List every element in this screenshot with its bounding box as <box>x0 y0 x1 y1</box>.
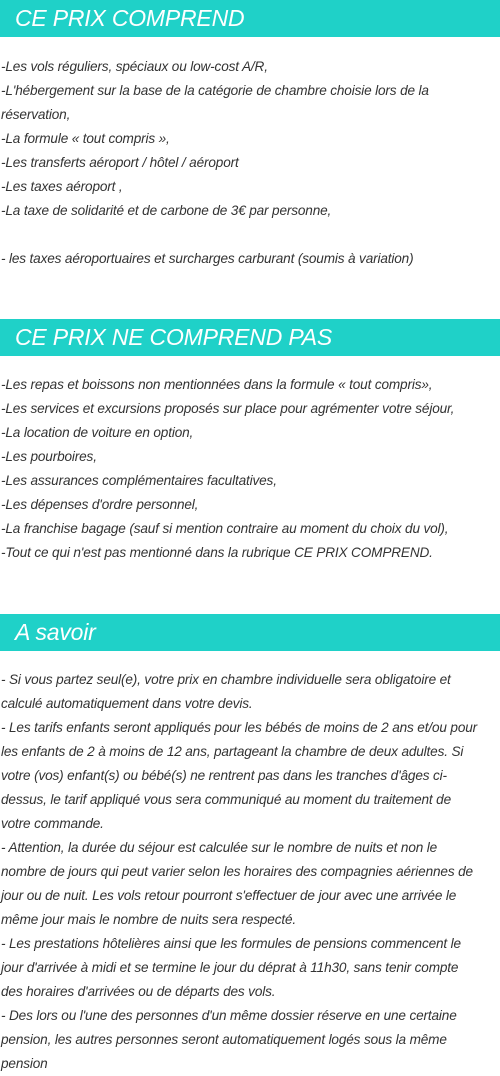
excludes-section <box>0 319 500 565</box>
info-line: - Si vous partez seul(e), votre prix en chambre individuelle sera obligatoire et <box>1 672 451 687</box>
info-line: - Attention, la durée du séjour est calculée sur le nombre de nuits et non le <box>1 840 438 855</box>
includes-item: -Les taxes aéroport , <box>1 179 123 194</box>
includes-item: réservation, <box>1 107 71 122</box>
excludes-item: -La franchise bagage (sauf si mention contraire au moment du choix du vol), <box>1 521 449 536</box>
excludes-item: -Les dépenses d'ordre personnel, <box>1 497 199 512</box>
info-line: - Des lors ou l'une des personnes d'un même dossier réserve en une certaine <box>1 1008 457 1023</box>
includes-item: -L'hébergement sur la base de la catégorie de chambre choisie lors de la <box>1 83 429 98</box>
excludes-list <box>0 373 500 565</box>
includes-heading: CE PRIX COMPREND <box>0 0 500 37</box>
blank-line <box>1 223 499 247</box>
info-line: jour d'arrivée à midi et se termine le jour du déprat à 11h30, sans tenir compte <box>1 960 459 975</box>
excludes-item: -Les assurances complémentaires facultatives, <box>1 473 277 488</box>
info-line: pension, les autres personnes seront automatiquement logés sous la même <box>1 1032 447 1047</box>
info-line: - Les prestations hôtelières ainsi que les formules de pensions commencent le <box>1 936 461 951</box>
includes-item: -La taxe de solidarité et de carbone de 3€ par personne, <box>1 203 332 218</box>
info-line: votre commande. <box>1 816 104 831</box>
includes-item: -Les vols réguliers, spéciaux ou low-cost A/R, <box>1 59 268 74</box>
info-line: pension <box>1 1056 48 1071</box>
info-heading: A savoir <box>0 614 500 651</box>
info-line: des horaires d'arrivées ou de départs des vols. <box>1 984 276 999</box>
info-line: même jour mais le nombre de nuits sera respecté. <box>1 912 297 927</box>
info-line: dessus, le tarif appliqué vous sera communiqué au moment du traitement de <box>1 792 451 807</box>
excludes-item: -Tout ce qui n'est pas mentionné dans la rubrique CE PRIX COMPREND. <box>1 545 433 560</box>
excludes-item: -Les services et excursions proposés sur place pour agrémenter votre séjour, <box>1 401 455 416</box>
excludes-item: -Les pourboires, <box>1 449 97 464</box>
includes-item: -Les transferts aéroport / hôtel / aéroport <box>1 155 239 170</box>
info-line: - Les tarifs enfants seront appliqués pour les bébés de moins de 2 ans et/ou pour <box>1 720 478 735</box>
info-text <box>0 668 500 1076</box>
info-line: nombre de jours qui peut varier selon les horaires des compagnies aériennes de <box>1 864 473 879</box>
includes-list <box>0 55 500 271</box>
excludes-heading: CE PRIX NE COMPREND PAS <box>0 319 500 356</box>
info-line: calculé automatiquement dans votre devis. <box>1 696 253 711</box>
excludes-item: -La location de voiture en option, <box>1 425 194 440</box>
excludes-item: -Les repas et boissons non mentionnées dans la formule « tout compris», <box>1 377 433 392</box>
includes-item: -La formule « tout compris », <box>1 131 170 146</box>
info-line: votre (vos) enfant(s) ou bébé(s) ne rentrent pas dans les tranches d'âges ci- <box>1 768 447 783</box>
info-section <box>0 614 500 1076</box>
info-line: les enfants de 2 à moins de 12 ans, partageant la chambre de deux adultes. Si <box>1 744 464 759</box>
includes-item: - les taxes aéroportuaires et surcharges carburant (soumis à variation) <box>1 251 414 266</box>
includes-section <box>0 0 500 271</box>
info-line: jour ou de nuit. Les vols retour pourront s'effectuer de jour avec une arrivée le <box>1 888 457 903</box>
